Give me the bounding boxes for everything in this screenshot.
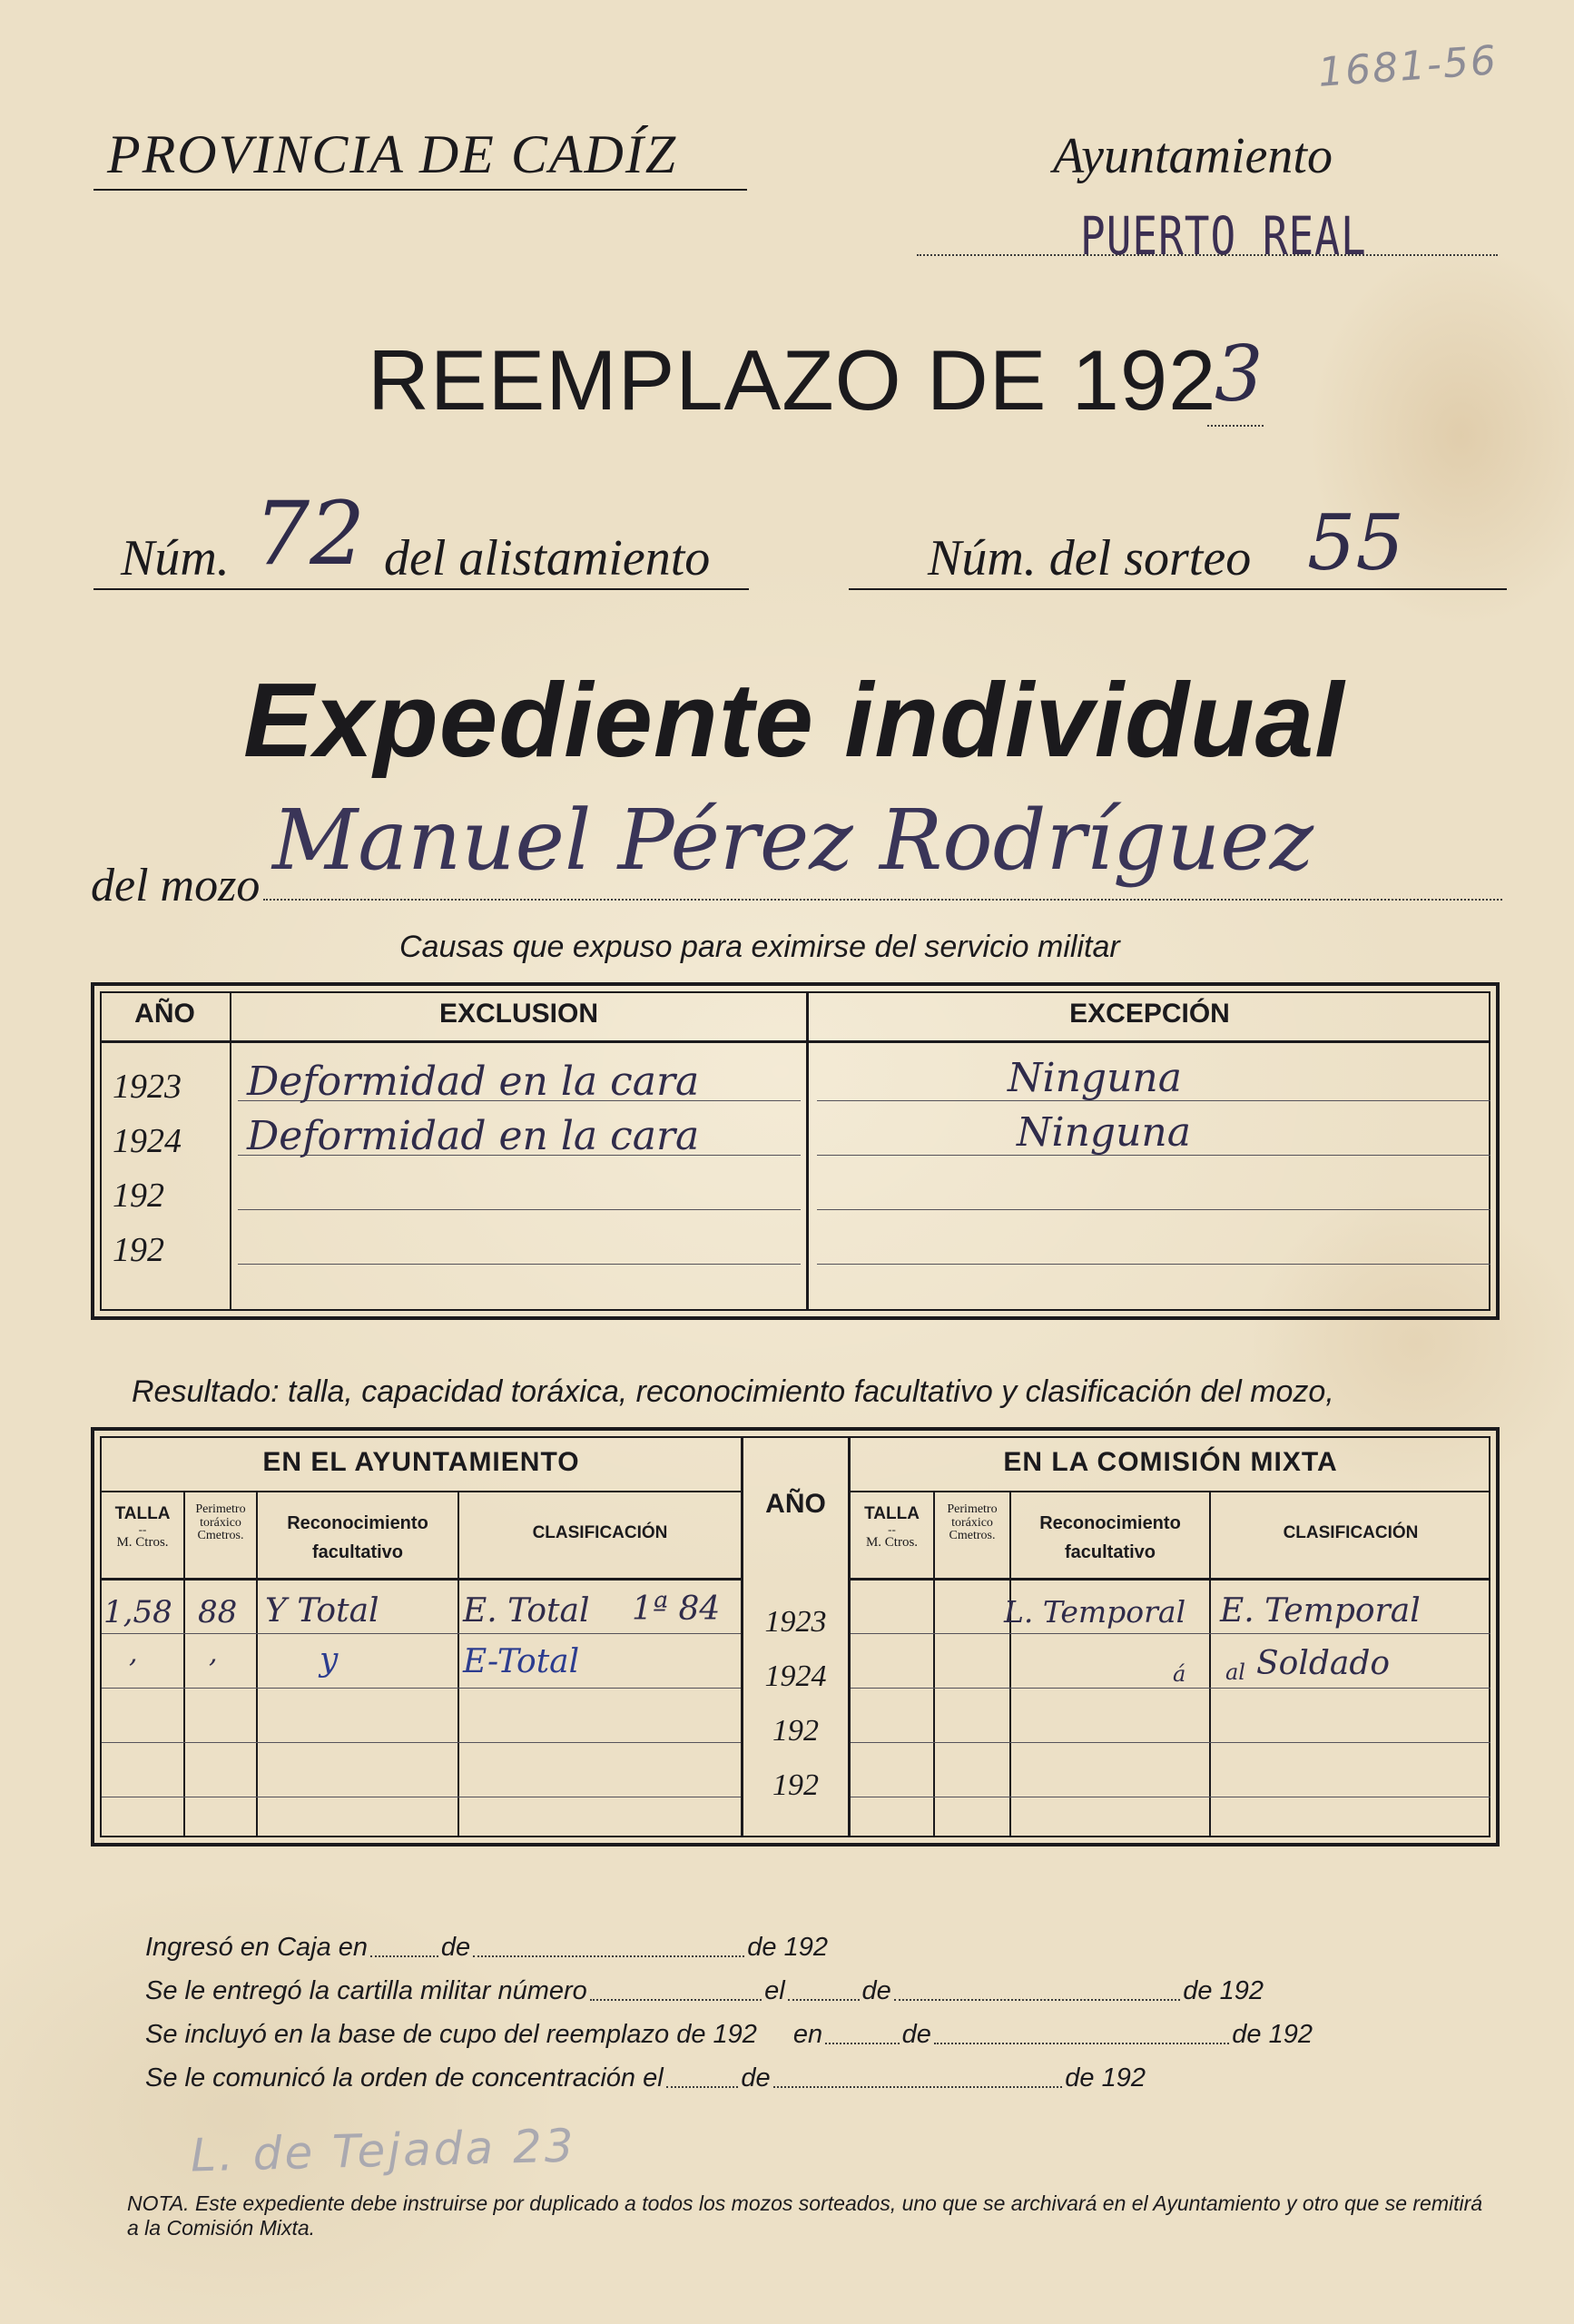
row-rule	[102, 1688, 741, 1689]
enlistment-underline	[93, 588, 749, 590]
row-rule	[851, 1742, 1490, 1743]
ledger-blank	[666, 2086, 739, 2088]
exclusion-row-year: 192	[113, 1231, 164, 1269]
reconocimiento-value: y	[320, 1641, 339, 1679]
reconocimiento-value: Y Total	[265, 1592, 379, 1630]
results-row-year: 192	[772, 1714, 819, 1748]
header-divider	[100, 1040, 1490, 1043]
row-rule	[102, 1742, 741, 1743]
exception-cause: Ninguna	[1008, 1055, 1182, 1101]
province-underline	[93, 189, 747, 191]
exception-header: EXCEPCIÓN	[1069, 999, 1230, 1029]
section-title-divider	[102, 1491, 741, 1492]
ledger-text: en	[792, 2020, 823, 2049]
draw-underline	[849, 588, 1507, 590]
ledger-blank	[473, 1955, 744, 1957]
clasificacion-value: E. Temporal	[1220, 1592, 1421, 1630]
talla-header	[851, 1505, 933, 1550]
talla-header-dash: --	[888, 1521, 896, 1536]
perimetro-value: 88	[198, 1594, 238, 1630]
ledger-text: de 192	[1065, 2063, 1146, 2093]
ledger-cartilla-line	[145, 1975, 1264, 2007]
ledger-blank	[773, 2086, 1063, 2088]
exclusion-row-year: 192	[113, 1177, 164, 1215]
clasificacion-note: 1ª 84	[632, 1590, 721, 1628]
reconocimiento-header-line: facultativo	[311, 1542, 404, 1562]
subheader-divider	[102, 1578, 741, 1581]
talla-header-unit: M. Ctros.	[865, 1534, 919, 1550]
comision-section-title: EN LA COMISIÓN MIXTA	[1003, 1447, 1338, 1477]
year-column-right-divider	[848, 1436, 851, 1837]
talla-value: ,	[129, 1638, 138, 1669]
perimetro-header-line: Perimetro	[195, 1502, 246, 1516]
row-rule	[851, 1688, 1490, 1689]
draw-number: 55	[1307, 498, 1404, 587]
ledger-blank	[788, 1999, 860, 2001]
expediente-heading: Expediente individual	[243, 661, 1345, 779]
ledger-text: Ingresó en Caja en	[145, 1933, 369, 1962]
exclusion-cause: Deformidad en la cara	[247, 1059, 700, 1105]
ledger-text: de 192	[747, 1933, 828, 1962]
enlistment-label-suffix: del alistamiento	[384, 530, 711, 586]
row-rule	[238, 1264, 801, 1265]
reemplazo-year-digit: 3	[1215, 330, 1264, 419]
province-title: PROVINCIA DE CADÍZ	[107, 124, 678, 184]
ledger-text: de	[861, 1976, 891, 2005]
results-row-year: 1923	[764, 1605, 827, 1639]
perimetro-header-line: Cmetros.	[197, 1529, 244, 1543]
ledger-text: Se le entregó la cartilla militar número	[145, 1976, 587, 2005]
reconocimiento-header-line: Reconocimiento	[287, 1513, 428, 1533]
mozo-label: del mozo	[91, 860, 261, 911]
perimetro-header	[185, 1503, 256, 1543]
ledger-caja-line	[145, 1932, 828, 1964]
exclusion-column-divider	[806, 991, 809, 1311]
exception-cause: Ninguna	[1017, 1109, 1191, 1156]
ledger-blank	[590, 1999, 762, 2001]
row-rule	[817, 1209, 1490, 1210]
results-caption: Resultado: talla, capacidad toráxica, reconocimiento facultativo y clasificación del mozo,	[132, 1374, 1334, 1409]
results-table	[91, 1427, 1500, 1846]
clasificacion-header: CLASIFICACIÓN	[532, 1523, 668, 1542]
ayuntamiento-section-title: EN EL AYUNTAMIENTO	[262, 1447, 580, 1477]
clasificacion-note: al	[1225, 1659, 1245, 1685]
clasificacion-header: CLASIFICACIÓN	[1283, 1523, 1419, 1542]
exclusion-row-year: 1923	[113, 1068, 182, 1106]
row-rule	[238, 1209, 801, 1210]
perimetro-value: ,	[209, 1638, 218, 1669]
clasificacion-value: E. Total	[463, 1592, 590, 1630]
row-rule	[851, 1633, 1490, 1634]
reconocimiento-header	[1011, 1509, 1209, 1567]
talla-header-label: TALLA	[864, 1504, 920, 1523]
row-rule	[102, 1633, 741, 1634]
reconocimiento-column-divider	[1209, 1492, 1211, 1837]
talla-value: 1,58	[103, 1594, 172, 1630]
reconocimiento-note: á	[1173, 1661, 1186, 1687]
row-rule	[817, 1264, 1490, 1265]
draw-label: Núm. del sorteo	[928, 530, 1252, 586]
ledger-text: Se incluyó en la base de cupo del reemplazo de 192	[145, 2020, 757, 2049]
enlistment-number: 72	[254, 483, 366, 585]
talla-column-divider	[183, 1492, 185, 1837]
reemplazo-digit-line	[1207, 425, 1264, 427]
ledger-blank	[370, 1955, 438, 1957]
perimetro-header-line: toráxico	[951, 1515, 993, 1530]
exclusion-table	[91, 982, 1500, 1320]
year-column-divider	[230, 991, 231, 1311]
reconocimiento-header-line: facultativo	[1064, 1542, 1156, 1562]
perimetro-header-line: Perimetro	[947, 1502, 998, 1516]
talla-header-label: TALLA	[114, 1504, 171, 1523]
reconocimiento-value: L. Temporal	[1004, 1594, 1186, 1630]
reconocimiento-column-divider	[457, 1492, 459, 1837]
subheader-divider	[851, 1578, 1490, 1581]
perimetro-header	[935, 1503, 1009, 1543]
enlistment-label-prefix: Núm.	[121, 530, 230, 586]
ledger-concentracion-line	[145, 2063, 1146, 2094]
ledger-text: de 192	[1232, 2020, 1313, 2049]
mozo-name: Manuel Pérez Rodríguez	[272, 792, 1314, 889]
ledger-text: de	[741, 2063, 771, 2093]
municipality-dotted-line	[917, 254, 1498, 256]
municipality-stamp: PUERTO REAL	[1080, 205, 1367, 267]
exclusion-cause: Deformidad en la cara	[247, 1113, 700, 1159]
talla-header	[102, 1505, 183, 1550]
talla-column-divider	[933, 1492, 935, 1837]
results-row-year: 1924	[764, 1659, 827, 1693]
mozo-name-line	[263, 899, 1502, 901]
year-header: AÑO	[134, 999, 195, 1029]
ledger-text: de	[901, 2020, 931, 2049]
exclusion-row-year: 1924	[113, 1122, 182, 1160]
ledger-blank	[934, 2043, 1229, 2044]
talla-header-dash: --	[138, 1521, 147, 1536]
ledger-blank	[894, 1999, 1181, 2001]
causes-caption: Causas que expuso para eximirse del servicio militar	[399, 930, 1120, 964]
clasificacion-value: E-Total	[463, 1643, 580, 1680]
exclusion-header: EXCLUSION	[438, 999, 599, 1029]
ledger-text: Se le comunicó la orden de concentración el	[145, 2063, 664, 2093]
perimetro-header-line: toráxico	[200, 1515, 241, 1530]
reemplazo-title: REEMPLAZO DE 192	[368, 332, 1217, 428]
ledger-cupo-line	[145, 2019, 1313, 2051]
ledger-text: de	[440, 1933, 471, 1962]
section-title-divider	[851, 1491, 1490, 1492]
reconocimiento-header	[258, 1509, 457, 1567]
perimetro-header-line: Cmetros.	[949, 1529, 996, 1543]
reconocimiento-header-line: Reconocimiento	[1039, 1513, 1181, 1533]
footnote: NOTA. Este expediente debe instruirse por duplicado a todos los mozos sorteados, uno que se archivará en el Ayuntamiento y otro que se remitirá a la Comisión Mixta.	[127, 2191, 1483, 2240]
results-year-header: AÑO	[765, 1489, 826, 1519]
ledger-text: de 192	[1183, 1976, 1264, 2005]
ledger-blank	[825, 2043, 899, 2044]
corner-reference-number: 1681-56	[1316, 37, 1500, 96]
ledger-text: el	[764, 1976, 785, 2005]
municipality-label: Ayuntamiento	[1053, 128, 1333, 184]
pencil-annotation: L. de Tejada 23	[190, 2119, 577, 2182]
results-row-year: 192	[772, 1768, 819, 1802]
clasificacion-value: Soldado	[1256, 1645, 1391, 1682]
talla-header-unit: M. Ctros.	[116, 1534, 169, 1550]
